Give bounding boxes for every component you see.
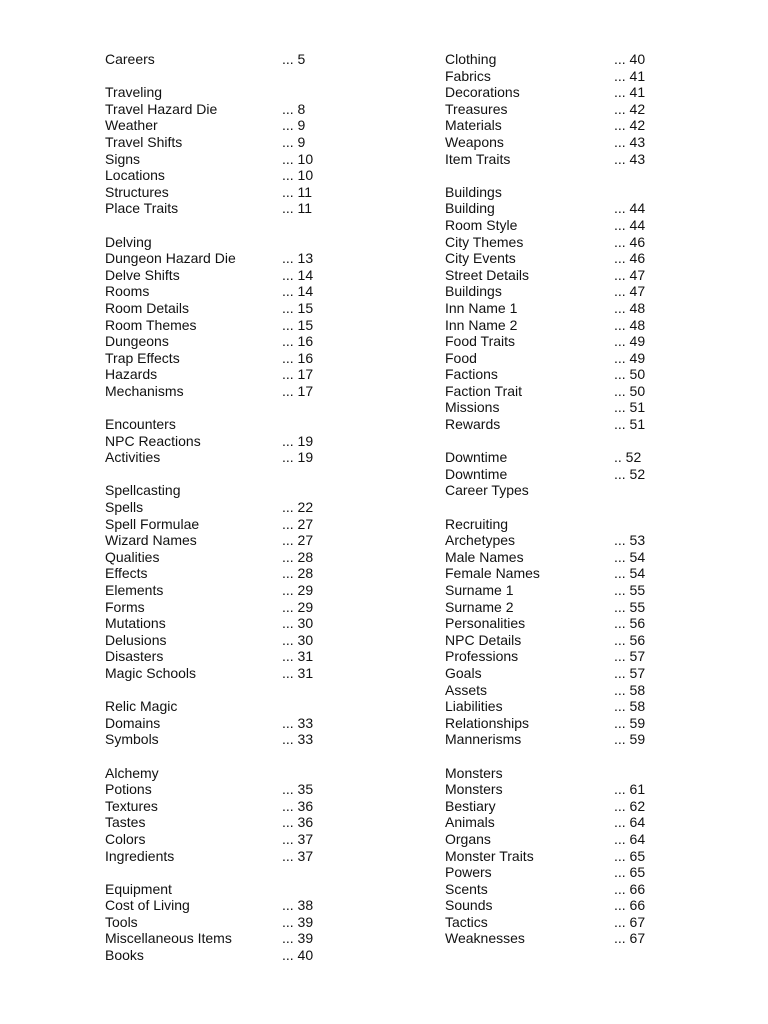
toc-entry xyxy=(445,250,685,267)
section-spacer xyxy=(105,68,345,85)
toc-entry xyxy=(445,599,685,616)
toc-entry xyxy=(105,881,345,898)
toc-entry-page: ... 27 xyxy=(282,532,314,549)
toc-entry-page: ... 46 xyxy=(614,250,646,267)
toc-entry-title: Weapons xyxy=(445,133,504,150)
toc-entry-title: Travel Hazard Die xyxy=(105,100,218,117)
toc-entry xyxy=(105,781,345,798)
section-spacer xyxy=(105,217,345,234)
toc-entry-page: ... 22 xyxy=(282,499,314,516)
toc-entry-page: ... 39 xyxy=(282,930,314,947)
toc-entry-page: ... 15 xyxy=(282,316,314,333)
toc-entry-title: Inn Name 2 xyxy=(445,316,518,333)
toc-entry xyxy=(105,366,345,383)
toc-entry xyxy=(445,516,685,533)
toc-entry-title: Symbols xyxy=(105,731,159,748)
toc-entry xyxy=(105,499,345,516)
toc-entry-page: ... 57 xyxy=(614,648,646,665)
toc-entry-page: ... 33 xyxy=(282,731,314,748)
toc-entry-page: ... 67 xyxy=(614,930,646,947)
toc-entry xyxy=(445,383,685,400)
toc-entry xyxy=(445,914,685,931)
toc-entry-page: ... 30 xyxy=(282,615,314,632)
toc-entry-title: Mannerisms xyxy=(445,731,522,748)
toc-entry xyxy=(445,682,685,699)
toc-entry-title: Buildings xyxy=(445,283,502,300)
toc-entry-title: Magic Schools xyxy=(105,664,197,681)
toc-entry xyxy=(105,84,345,101)
toc-entry xyxy=(445,698,685,715)
toc-entry-page: ... 50 xyxy=(614,382,646,399)
toc-entry xyxy=(105,914,345,931)
toc-entry-page: .. 52 xyxy=(614,449,642,466)
toc-entry-title: Wizard Names xyxy=(105,532,197,549)
toc-entry-page: ... 15 xyxy=(282,299,314,316)
toc-entry-title: Missions xyxy=(445,399,500,416)
toc-entry-page: ... 55 xyxy=(614,582,646,598)
toc-entry-title: Decorations xyxy=(445,84,520,101)
toc-entry xyxy=(445,317,685,334)
toc-entry-title: Relationships xyxy=(445,714,530,731)
toc-entry xyxy=(105,831,345,848)
toc-entry xyxy=(445,134,685,151)
toc-entry-title: Professions xyxy=(445,648,519,665)
toc-entry-title: Tools xyxy=(105,913,138,930)
toc-entry-title: Mutations xyxy=(105,615,166,632)
toc-entry-title: Delving xyxy=(105,233,152,250)
toc-entry xyxy=(105,698,345,715)
toc-entry-page: ... 53 xyxy=(614,532,646,549)
toc-entry-title: Materials xyxy=(445,117,502,134)
toc-entry xyxy=(445,897,685,914)
toc-entry-title: Food Traits xyxy=(445,333,516,350)
toc-entry xyxy=(105,416,345,433)
toc-entry-title: Ingredients xyxy=(105,847,175,864)
toc-entry-page: ... 11 xyxy=(282,200,313,217)
toc-entry-page: ... 44 xyxy=(614,200,646,217)
toc-entry xyxy=(445,781,685,798)
toc-entry-title: Weather xyxy=(105,117,158,134)
toc-entry xyxy=(105,117,345,134)
toc-entry xyxy=(105,350,345,367)
toc-entry-page: ... 65 xyxy=(614,847,646,864)
toc-entry-title: Elements xyxy=(105,582,164,598)
toc-entry-page: ... 17 xyxy=(282,366,314,383)
toc-entry xyxy=(445,101,685,118)
toc-entry-title: Spellcasting xyxy=(105,482,181,499)
toc-entry-title: Locations xyxy=(105,167,165,184)
toc-entry-title: Archetypes xyxy=(445,532,516,549)
toc-entry-title: Potions xyxy=(105,781,152,798)
toc-entry-title: Textures xyxy=(105,797,158,814)
toc-entry xyxy=(445,549,685,566)
toc-entry-page: ... 66 xyxy=(614,880,646,897)
section-spacer xyxy=(105,748,345,765)
toc-entry xyxy=(445,416,685,433)
section-spacer xyxy=(445,433,685,450)
toc-entry-page: ... 31 xyxy=(282,664,314,681)
toc-entry-page: ... 54 xyxy=(614,565,646,582)
toc-entry-title: Spell Formulae xyxy=(105,515,200,532)
toc-entry xyxy=(105,51,345,68)
toc-entry-title: Dungeons xyxy=(105,333,169,350)
toc-entry-title: Hazards xyxy=(105,366,158,383)
toc-entry xyxy=(445,217,685,234)
toc-entry-page: ... 41 xyxy=(614,84,646,101)
toc-entry xyxy=(445,814,685,831)
toc-entry-title: Books xyxy=(105,947,144,964)
toc-entry-page: ... 58 xyxy=(614,698,646,715)
toc-entry xyxy=(445,184,685,201)
toc-entry-page: ... 56 xyxy=(614,631,646,648)
toc-entry-page: ... 41 xyxy=(614,67,646,84)
toc-entry-title: Equipment xyxy=(105,880,172,897)
toc-entry xyxy=(445,267,685,284)
toc-entry-title: Monsters xyxy=(445,781,503,798)
toc-entry xyxy=(105,134,345,151)
toc-entry-page: ... 40 xyxy=(282,947,314,964)
toc-entry xyxy=(105,582,345,599)
toc-entry-page: ... 59 xyxy=(614,731,646,748)
toc-entry-title: Female Names xyxy=(445,565,540,582)
toc-entry-page: ... 16 xyxy=(282,349,314,366)
toc-entry xyxy=(445,84,685,101)
toc-entry-page: ... 14 xyxy=(282,266,314,283)
toc-entry-title: Alchemy xyxy=(105,764,159,781)
toc-entry xyxy=(105,250,345,267)
toc-entry-title: Signs xyxy=(105,150,141,167)
toc-entry-title: Inn Name 1 xyxy=(445,299,518,316)
toc-entry-page: ... 54 xyxy=(614,548,646,565)
toc-entry-title: Faction Trait xyxy=(445,382,523,399)
toc-entry xyxy=(105,283,345,300)
toc-entry-page: ... 14 xyxy=(282,283,314,300)
toc-entry-title: Powers xyxy=(445,864,492,881)
toc-entry-title: Dungeon Hazard Die xyxy=(105,250,236,267)
toc-entry-page: ... 59 xyxy=(614,714,646,731)
toc-entry xyxy=(445,449,685,466)
toc-entry-title: Rooms xyxy=(105,283,150,300)
toc-entry-title: City Events xyxy=(445,250,516,267)
toc-entry xyxy=(445,731,685,748)
toc-entry xyxy=(445,151,685,168)
toc-entry-page: ... 43 xyxy=(614,150,646,167)
toc-entry-title: Buildings xyxy=(445,183,502,200)
toc-entry-title: Treasures xyxy=(445,100,508,117)
toc-entry xyxy=(105,516,345,533)
toc-entry xyxy=(445,482,685,499)
toc-entry xyxy=(445,117,685,134)
toc-entry-title: Spells xyxy=(105,499,144,516)
toc-entry-title: Weaknesses xyxy=(445,930,525,947)
toc-entry-page: ... 28 xyxy=(282,548,314,565)
toc-entry xyxy=(445,399,685,416)
section-spacer xyxy=(105,864,345,881)
toc-entry-title: Surname 2 xyxy=(445,598,514,615)
section-spacer xyxy=(445,167,685,184)
toc-entry-title: Trap Effects xyxy=(105,349,180,366)
toc-entry xyxy=(105,715,345,732)
toc-entry xyxy=(105,848,345,865)
toc-entry xyxy=(445,648,685,665)
toc-entry-page: ... 13 xyxy=(282,250,314,267)
section-spacer xyxy=(445,748,685,765)
toc-entry-page: ... 48 xyxy=(614,316,646,333)
toc-entry xyxy=(105,765,345,782)
toc-entry xyxy=(105,433,345,450)
toc-entry xyxy=(445,366,685,383)
toc-entry xyxy=(445,848,685,865)
toc-entry xyxy=(445,881,685,898)
toc-entry xyxy=(445,765,685,782)
toc-entry-title: Disasters xyxy=(105,648,164,665)
toc-entry-title: Delve Shifts xyxy=(105,266,180,283)
toc-entry-title: Delusions xyxy=(105,631,167,648)
toc-entry xyxy=(105,184,345,201)
toc-entry-title: Downtime xyxy=(445,449,508,466)
toc-entry xyxy=(105,897,345,914)
toc-entry xyxy=(105,449,345,466)
toc-entry-page: ... 44 xyxy=(614,216,646,233)
toc-entry xyxy=(105,151,345,168)
toc-entry-page: ... 37 xyxy=(282,847,314,864)
toc-entry-page: ... 30 xyxy=(282,631,314,648)
toc-entry xyxy=(105,731,345,748)
toc-entry-page: ... 64 xyxy=(614,830,646,847)
toc-entry xyxy=(105,532,345,549)
toc-entry-page: ... 39 xyxy=(282,913,314,930)
toc-entry-page: ... 29 xyxy=(282,598,314,615)
toc-entry-title: Monsters xyxy=(445,764,503,781)
toc-entry-title: Domains xyxy=(105,714,161,731)
toc-entry xyxy=(105,665,345,682)
toc-entry xyxy=(445,350,685,367)
toc-entry-title: Bestiary xyxy=(445,797,496,814)
toc-entry xyxy=(445,632,685,649)
toc-entry-page: ... 56 xyxy=(614,615,646,632)
toc-entry xyxy=(445,532,685,549)
toc-entry-title: NPC Details xyxy=(445,631,522,648)
toc-entry-page: ... 49 xyxy=(614,349,646,366)
toc-entry-page: ... 27 xyxy=(282,515,314,532)
toc-entry-title: Animals xyxy=(445,814,495,831)
toc-entry xyxy=(105,632,345,649)
toc-entry-title: Downtime xyxy=(445,465,508,482)
toc-entry-page: ... 35 xyxy=(282,781,314,798)
toc-entry xyxy=(105,267,345,284)
toc-entry-page: ... 17 xyxy=(282,382,314,399)
toc-entry xyxy=(445,565,685,582)
toc-entry-title: Career Types xyxy=(445,482,529,499)
toc-entry xyxy=(105,930,345,947)
toc-entry-title: Assets xyxy=(445,681,488,698)
toc-entry-title: Effects xyxy=(105,565,148,582)
toc-entry-page: ... 40 xyxy=(614,51,646,67)
toc-entry xyxy=(445,466,685,483)
toc-entry-title: Room Style xyxy=(445,216,518,233)
toc-entry xyxy=(105,482,345,499)
toc-entry-title: Recruiting xyxy=(445,515,509,532)
toc-entry xyxy=(105,383,345,400)
toc-entry xyxy=(445,200,685,217)
toc-entry xyxy=(105,565,345,582)
toc-entry-title: Street Details xyxy=(445,266,530,283)
toc-entry-page: ... 66 xyxy=(614,897,646,914)
section-spacer xyxy=(105,682,345,699)
toc-entry-title: Relic Magic xyxy=(105,698,178,715)
toc-entry xyxy=(445,582,685,599)
toc-entry-page: ... 33 xyxy=(282,714,314,731)
toc-entry xyxy=(445,831,685,848)
toc-entry-page: ... 19 xyxy=(282,449,314,466)
toc-entry-page: ... 36 xyxy=(282,797,314,814)
toc-entry-title: Travel Shifts xyxy=(105,133,183,150)
section-spacer xyxy=(445,499,685,516)
toc-entry xyxy=(105,599,345,616)
toc-entry-title: Room Themes xyxy=(105,316,197,333)
toc-entry xyxy=(105,549,345,566)
toc-entry-page: ... 5 xyxy=(282,51,306,67)
toc-entry xyxy=(105,200,345,217)
toc-entry xyxy=(445,68,685,85)
toc-entry xyxy=(105,798,345,815)
toc-entry-page: ... 11 xyxy=(282,183,313,200)
section-spacer xyxy=(105,466,345,483)
toc-entry-page: ... 36 xyxy=(282,814,314,831)
toc-entry xyxy=(445,615,685,632)
toc-entry-page: ... 29 xyxy=(282,582,314,598)
toc-entry-page: ... 62 xyxy=(614,797,646,814)
toc-entry xyxy=(105,167,345,184)
toc-entry xyxy=(105,234,345,251)
toc-entry-page: ... 10 xyxy=(282,167,314,184)
toc-entry-title: NPC Reactions xyxy=(105,432,201,449)
toc-entry-title: Forms xyxy=(105,598,145,615)
toc-entry-page: ... 50 xyxy=(614,366,646,383)
toc-entry-page: ... 51 xyxy=(614,399,646,416)
toc-entry xyxy=(105,101,345,118)
toc-entry xyxy=(445,51,685,68)
toc-entry-page: ... 65 xyxy=(614,864,646,881)
toc-entry-title: Goals xyxy=(445,664,482,681)
toc-entry-page: ... 47 xyxy=(614,266,646,283)
toc-entry-page: ... 9 xyxy=(282,117,306,134)
toc-entry-title: Food xyxy=(445,349,477,366)
toc-entry-page: ... 46 xyxy=(614,233,646,250)
toc-entry xyxy=(445,665,685,682)
toc-entry-title: Activities xyxy=(105,449,161,466)
toc-entry-title: Rewards xyxy=(445,416,501,433)
toc-entry xyxy=(105,947,345,964)
toc-entry xyxy=(105,317,345,334)
toc-entry xyxy=(445,715,685,732)
toc-entry-title: Place Traits xyxy=(105,200,179,217)
toc-right-column xyxy=(445,51,685,947)
toc-entry-title: Organs xyxy=(445,830,491,847)
toc-entry-title: Structures xyxy=(105,183,169,200)
toc-entry-title: Colors xyxy=(105,830,146,847)
toc-entry-page: ... 57 xyxy=(614,664,646,681)
toc-entry xyxy=(445,930,685,947)
toc-entry xyxy=(105,615,345,632)
toc-entry-page: ... 58 xyxy=(614,681,646,698)
toc-entry xyxy=(445,283,685,300)
toc-entry-page: ... 51 xyxy=(614,416,646,433)
toc-entry-page: ... 19 xyxy=(282,432,314,449)
toc-entry-title: Room Details xyxy=(105,299,190,316)
toc-entry-title: Surname 1 xyxy=(445,582,514,598)
toc-entry-title: Scents xyxy=(445,880,488,897)
section-spacer xyxy=(105,399,345,416)
toc-entry-page: ... 61 xyxy=(614,781,646,798)
toc-entry-title: Tastes xyxy=(105,814,146,831)
toc-entry-page: ... 48 xyxy=(614,299,646,316)
toc-entry-title: Encounters xyxy=(105,416,176,433)
toc-entry-page: ... 28 xyxy=(282,565,314,582)
toc-entry-page: ... 37 xyxy=(282,830,314,847)
toc-entry xyxy=(105,333,345,350)
toc-entry-title: Personalities xyxy=(445,615,526,632)
toc-entry-page: ... 64 xyxy=(614,814,646,831)
toc-entry-title: Liabilities xyxy=(445,698,503,715)
toc-left-column xyxy=(105,51,345,964)
toc-entry xyxy=(105,814,345,831)
toc-entry-page: ... 49 xyxy=(614,333,646,350)
toc-entry-page: ... 67 xyxy=(614,913,646,930)
toc-entry-title: Building xyxy=(445,200,495,217)
toc-entry xyxy=(445,300,685,317)
toc-entry-title: Fabrics xyxy=(445,67,491,84)
toc-entry-title: City Themes xyxy=(445,233,524,250)
toc-entry-title: Clothing xyxy=(445,51,497,67)
toc-entry xyxy=(445,798,685,815)
toc-entry-page: ... 31 xyxy=(282,648,314,665)
toc-entry-title: Cost of Living xyxy=(105,897,190,914)
toc-entry-page: ... 8 xyxy=(282,100,306,117)
toc-entry xyxy=(105,300,345,317)
toc-entry-page: ... 38 xyxy=(282,897,314,914)
toc-entry-page: ... 52 xyxy=(614,465,646,482)
toc-entry-title: Miscellaneous Items xyxy=(105,930,232,947)
toc-entry-page: ... 10 xyxy=(282,150,314,167)
toc-entry-page: ... 47 xyxy=(614,283,646,300)
toc-entry-title: Monster Traits xyxy=(445,847,534,864)
toc-entry-title: Factions xyxy=(445,366,498,383)
toc-entry-title: Qualities xyxy=(105,548,160,565)
toc-entry-title: Sounds xyxy=(445,897,493,914)
toc-entry xyxy=(105,648,345,665)
toc-entry-page: ... 9 xyxy=(282,133,306,150)
toc-entry-page: ... 16 xyxy=(282,333,314,350)
toc-entry-title: Tactics xyxy=(445,913,488,930)
toc-entry-title: Mechanisms xyxy=(105,382,184,399)
toc-entry-page: ... 42 xyxy=(614,100,646,117)
toc-entry-title: Traveling xyxy=(105,84,163,101)
toc-entry-page: ... 42 xyxy=(614,117,646,134)
toc-entry xyxy=(445,333,685,350)
toc-entry-title: Male Names xyxy=(445,548,524,565)
toc-entry-page: ... 43 xyxy=(614,133,646,150)
toc-entry-page: ... 55 xyxy=(614,598,646,615)
toc-entry-title: Careers xyxy=(105,51,155,67)
toc-entry-title: Item Traits xyxy=(445,150,511,167)
toc-entry xyxy=(445,864,685,881)
toc-entry xyxy=(445,234,685,251)
